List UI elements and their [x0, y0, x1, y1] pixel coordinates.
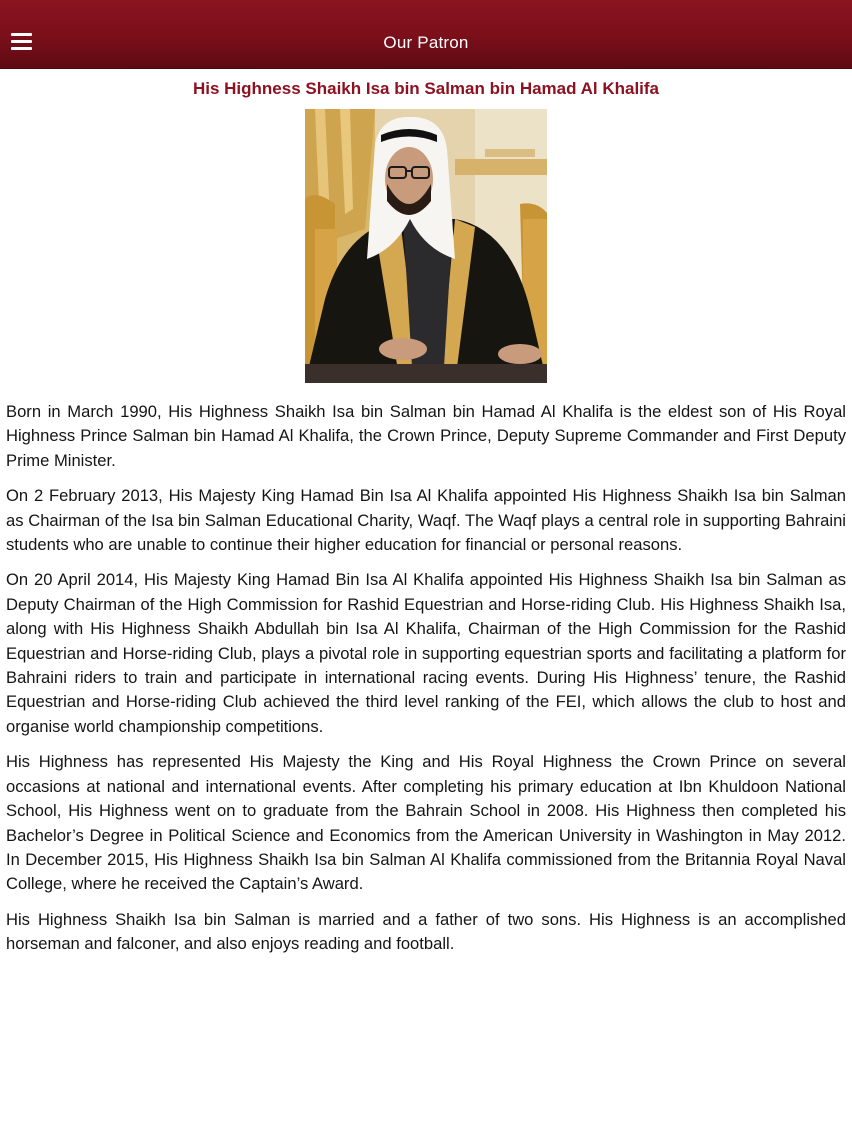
- biography-paragraph-2: On 2 February 2013, His Majesty King Hamad Bin Isa Al Khalifa appointed His Highness Shaikh Isa bin Salman as Chairman of the Isa bin Salman Educational Charity, Waqf. The Waqf plays a central role in supporting Bahraini students who are unable to continue their higher education for financial or personal reasons.: [6, 486, 846, 555]
- biography-paragraph-4: His Highness has represented His Majesty the King and His Royal Highness the Crown Prince on several occasions at national and international events. After completing his primary education at Ibn Khuldoon National School, His Highness went on to graduate from the Bahrain School in 2008. His Highness then completed his Bachelor’s Degree in Political Science and Economics from the American University in Washington in May 2012. In December 2015, His Highness Shaikh Isa bin Salman Al Khalifa commissioned from the Britannia Royal Naval College, where he received the Captain’s Award.: [6, 752, 846, 894]
- biography-text: [0, 400, 852, 957]
- page-title: Our Patron: [383, 33, 469, 52]
- patron-name-heading: His Highness Shaikh Isa bin Salman bin Hamad Al Khalifa: [192, 79, 660, 98]
- patron-portrait: [305, 109, 547, 383]
- main-content: [0, 69, 852, 968]
- biography-paragraph-3: On 20 April 2014, His Majesty King Hamad Bin Isa Al Khalifa appointed His Highness Shaikh Isa bin Salman as Deputy Chairman of the High Commission for Rashid Equestrian and Horse-riding Club. His Highness Shaikh Isa, along with His Highness Shaikh Abdullah bin Isa Al Khalifa, Chairman of the High Commission for the Rashid Equestrian and Horse-riding Club, plays a pivotal role in supporting equestrian sports and facilitating a platform for Bahraini riders to train and participate in international racing events. During His Highness’ tenure, the Rashid Equestrian and Horse-riding Club achieved the third level ranking of the FEI, which allows the club to host and organise world championship competitions.: [6, 570, 846, 736]
- top-navigation-bar: [0, 0, 852, 69]
- biography-paragraph-1: Born in March 1990, His Highness Shaikh Isa bin Salman bin Hamad Al Khalifa is the eldest son of His Royal Highness Prince Salman bin Hamad Al Khalifa, the Crown Prince, Deputy Supreme Commander and First Deputy Prime Minister.: [6, 402, 846, 470]
- biography-paragraph-5: His Highness Shaikh Isa bin Salman is married and a father of two sons. His Highness is an accomplished horseman and falconer, and also enjoys reading and football.: [6, 909, 846, 954]
